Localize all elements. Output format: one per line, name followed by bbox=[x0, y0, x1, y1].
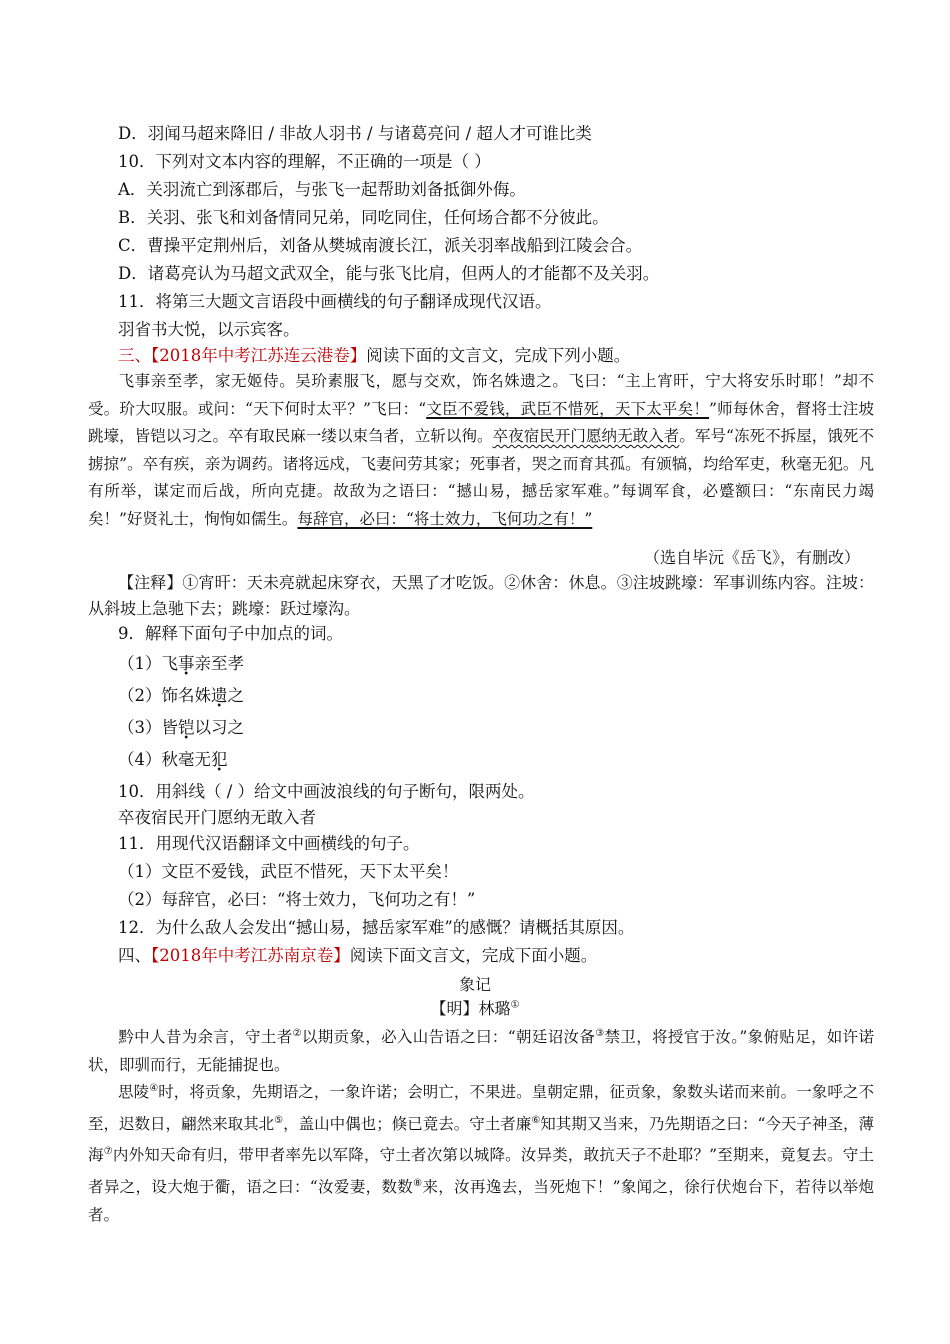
question-9-item-3: （3）皆铠以习之 bbox=[118, 718, 244, 737]
dotted-word: 犯 bbox=[211, 750, 228, 769]
passage-title: 象记 bbox=[458, 975, 491, 994]
translation-sentence: 羽省书大悦，以示宾客。 bbox=[118, 320, 300, 339]
section-4-instruction: 阅读下面文言文，完成下面小题。 bbox=[349, 946, 598, 965]
elephant-passage-para-2: 思陵④时，将贡象，先期语之，一象许诺；会明亡，不果进。皇朝定鼎，征贡象，象数头诺而来前。一象呼之不至，迟数日，翩然来取其北⑤，盖山中偶也；倏已竟去。守土者廉⑥知其期又当来，乃先期语之曰：“今天子神圣，薄海⑦内外知天命有归，带甲者率先以军降，守土者次第以城降。汝异类，敢抗天子不赴耶？”至期来，竟复去。守土者异之，设大炮于衢，语之曰：“汝爱妻，数数⑧来，汝再逸去，当死炮下！”象闻之，徐行伏炮台下，若待以举炮者。 bbox=[88, 1083, 874, 1224]
question-11: 11．用现代汉语翻译文中画横线的句子。 bbox=[118, 834, 420, 853]
dotted-word: 事 bbox=[178, 654, 195, 673]
citation: （选自毕沅《岳飞》，有删改） bbox=[643, 548, 860, 567]
question-10: 10．用斜线（ / ）给文中画波浪线的句子断句，限两处。 bbox=[118, 782, 535, 801]
question-9-item-1: （1）飞事亲至孝 bbox=[118, 654, 244, 673]
option-d-prev: D．羽闻马超来降旧 / 非故人羽书 / 与诸葛亮问 / 超人才可谁比类 bbox=[118, 124, 592, 143]
wavy-sentence: 卒夜宿民开门愿纳无敢入者 bbox=[492, 427, 680, 445]
elephant-passage-para-1: 黔中人昔为余言，守土者②以期贡象，必入山告语之曰：“朝廷诏汝备③禁卫，将授官于汝。”象俯贴足，如许诺状，即驯而行，无能捕捉也。 bbox=[88, 1028, 874, 1074]
section-3-heading bbox=[118, 344, 630, 368]
question-11-item-2: （2）每辞官，必曰：“将士效力，飞何功之有！” bbox=[118, 890, 476, 909]
section-3-source: 【2018年中考江苏连云港卷】 bbox=[151, 346, 367, 365]
passage-author: 【明】林璐① bbox=[430, 999, 520, 1018]
question-10-sentence: 卒夜宿民开门愿纳无敢入者 bbox=[118, 808, 316, 827]
question-9-item-4: （4）秋毫无犯 bbox=[118, 750, 228, 769]
section-4-number: 四、 bbox=[118, 946, 151, 965]
passage-text: 飞事亲至孝，家无姬侍。吴玠素服飞，愿与交欢，饰名姝遗之。飞曰：“主上宵旰，宁大将安乐时耶！”却不受。玠大叹服。或问：“天下何时太平？”飞曰：“ bbox=[88, 372, 874, 418]
option-d: D．诸葛亮认为马超文武双全，能与张飞比肩，但两人的才能都不及关羽。 bbox=[118, 264, 660, 283]
yue-fei-passage bbox=[88, 368, 874, 533]
option-a: A．关羽流亡到涿郡后，与张飞一起帮助刘备抵御外侮。 bbox=[118, 180, 526, 199]
question-9-item-2: （2）饰名姝遗之 bbox=[118, 686, 244, 705]
option-c: C．曹操平定荆州后，刘备从樊城南渡长江，派关羽率战船到江陵会合。 bbox=[118, 236, 643, 255]
passage-text: ”师每休舍，督将士注坡跳壕，皆铠以习之。卒有取民麻一缕以束刍者，立斩以徇。 bbox=[88, 399, 874, 445]
annotations bbox=[88, 570, 874, 622]
dotted-word: 铠 bbox=[178, 718, 195, 737]
notes-text: 【注释】①宵旰：天未亮就起床穿衣，天黑了才吃饭。②休舍：休息。③注坡跳壕：军事训练内容。注坡：从斜坡上急驰下去；跳壕：跃过壕沟。 bbox=[88, 573, 874, 618]
option-b: B．关羽、张飞和刘备情同兄弟，同吃同住，任何场合都不分彼此。 bbox=[118, 208, 609, 227]
question-12: 12．为什么敌人会发出“撼山易，撼岳家军难”的感慨？请概括其原因。 bbox=[118, 918, 635, 937]
dotted-word: 遗 bbox=[211, 686, 228, 705]
section-3-instruction: 阅读下面的文言文，完成下列小题。 bbox=[366, 346, 631, 365]
question-10-prev: 10．下列对文本内容的理解，不正确的一项是（ ） bbox=[118, 152, 491, 171]
question-9: 9．解释下面句子中加点的词。 bbox=[118, 624, 343, 643]
question-11-item-1: （1）文臣不爱钱，武臣不惜死，天下太平矣！ bbox=[118, 862, 459, 881]
question-11-prev: 11．将第三大题文言语段中画横线的句子翻译成现代汉语。 bbox=[118, 292, 552, 311]
section-4-heading bbox=[118, 944, 597, 968]
underlined-sentence-2: 每辞官，必曰：“将士效力，飞何功之有！” bbox=[297, 509, 593, 528]
section-3-number: 三、 bbox=[118, 346, 151, 365]
section-4-source: 【2018年中考江苏南京卷】 bbox=[151, 946, 350, 965]
passage-text: 。军号“冻死不拆屋，饿死不掳掠”。卒有疾，亲为调药。诸将远戍，飞妻问劳其家；死事者，哭之而育其孤。有颁犒，均给军吏，秋毫无犯。凡有所举，谋定而后战，所向克捷。故敌为之语曰：“撼山易，撼岳家军难。”每调军食，必蹙额曰：“东南民力竭矣！”好贤礼士，恂恂如儒生。 bbox=[88, 427, 874, 528]
underlined-sentence-1: 文臣不爱钱，武臣不惜死，天下太平矣！ bbox=[426, 399, 710, 418]
